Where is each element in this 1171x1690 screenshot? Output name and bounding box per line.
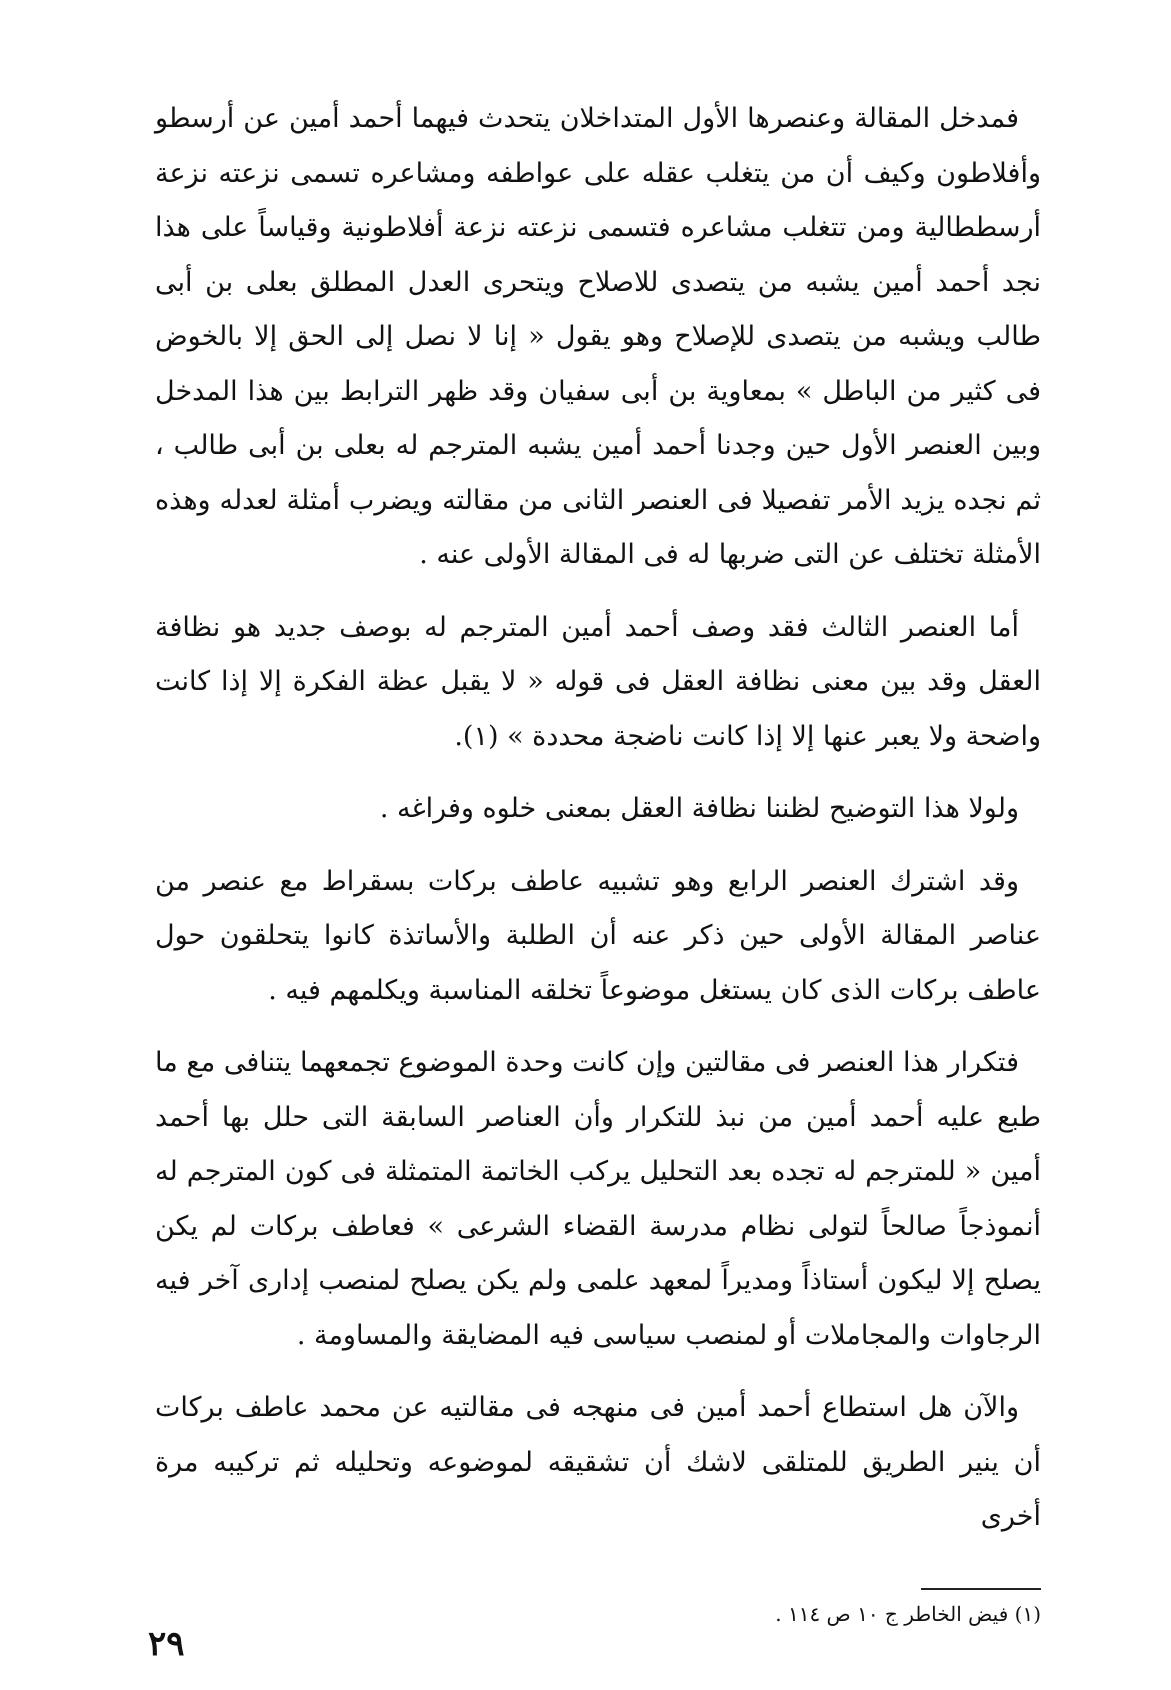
paragraph-1: فمدخل المقالة وعنصرها الأول المتداخلان يتحدث فيهما أحمد أمين عن أرسطو وأفلاطون وكيف أن من يتغلب عقله على عواطفه ومشاعره تسمى نزعته نزعة أرسططالية ومن تتغلب مشاعره فتسمى نزعته نزعة أفلاطونية وقياساً على هذا نجد أحمد أمين يشبه من يتصدى للاصلاح ويتحرى العدل المطلق بعلى بن أبى طالب ويشبه من يتصدى للإصلاح وهو يقول « إنا لا نصل إلى الحق إلا بالخوض فى كثير من الباطل » بمعاوية بن أبى سفيان وقد ظهر الترابط بين هذا المدخل وبين العنصر الأول حين وجدنا أحمد أمين يشبه المترجم له بعلى بن أبى طالب ، ثم نجده يزيد الأمر تفصيلا فى العنصر الثانى من مقالته ويضرب أمثلة لعدله وهذه الأمثلة تختلف عن التى ضربها له فى المقالة الأولى عنه . (155, 103, 1041, 570)
paragraph-4: وقد اشترك العنصر الرابع وهو تشبيه عاطف بركات بسقراط مع عنصر من عناصر المقالة الأولى حين ذكر عنه أن الطلبة والأساتذة كانوا يتحلقون حول عاطف بركات الذى كان يستغل موضوعاً تخلقه المناسبة ويكلمهم فيه . (155, 865, 1041, 1006)
paragraph-5: فتكرار هذا العنصر فى مقالتين وإن كانت وحدة الموضوع تجمعهما يتنافى مع ما طبع عليه أحمد أمين من نبذ للتكرار وأن العناصر السابقة التى حلل بها أحمد أمين « للمترجم له تجده بعد التحليل يركب الخاتمة المتمثلة فى كون المترجم له أنموذجاً صالحاً لتولى نظام مدرسة القضاء الشرعى » فعاطف بركات لم يكن يصلح إلا ليكون أستاذاً ومديراً لمعهد علمى ولم يكن يصلح لمنصب إدارى آخر فيه الرجاوات والمجاملات أو لمنصب سياسى فيه المضايقة والمساومة . (155, 1047, 1041, 1351)
paragraph-3: ولولا هذا التوضيح لظننا نظافة العقل بمعنى خلوه وفراغه . (379, 793, 1019, 824)
paragraph-2: أما العنصر الثالث فقد وصف أحمد أمين المترجم له بوصف جديد هو نظافة العقل وقد بين معنى نظافة العقل فى قوله « لا يقبل عظة الفكرة إلا إذا كانت واضحة ولا يعبر عنها إلا إذا كانت ناضجة محددة » (١). (155, 611, 1041, 752)
paragraph-6: والآن هل استطاع أحمد أمين فى منهجه فى مقالتيه عن محمد عاطف بركات أن ينير الطريق للمتلقى لاشك أن تشقيقه لموضوعه وتحليله ثم تركيبه مرة أخرى (155, 1392, 1041, 1532)
footnote: (١) فيض الخاطر ج ١٠ ص ١١٤ . (775, 1602, 1041, 1626)
body-text (155, 92, 1041, 1545)
footnote-divider (921, 1588, 1041, 1590)
page-number: ٢٩ (148, 1624, 185, 1664)
